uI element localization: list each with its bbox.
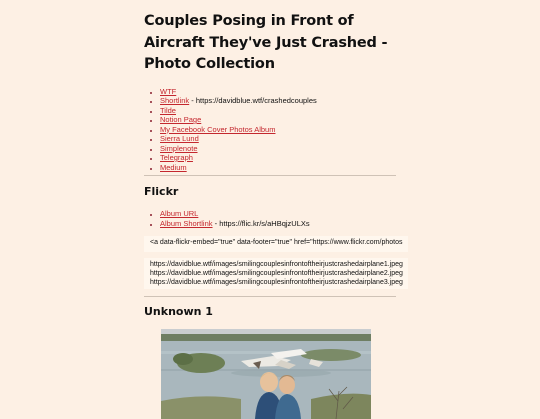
image-url-2: https://davidblue.wtf/images/smilingcouplesinfrontoftheirjustcrashedairplane2.jpeg	[150, 270, 403, 277]
page-title: Couples Posing in Front of Aircraft They've Just Crashed - Photo Collection	[144, 13, 388, 72]
simplenote-link[interactable]: Simplenote	[160, 143, 198, 153]
telegraph-link[interactable]: Telegraph	[160, 153, 193, 162]
divider	[144, 175, 396, 176]
link-item-facebook	[160, 125, 408, 135]
crashed-plane-couple-photo	[161, 329, 371, 419]
shortlink-url: - https://davidblue.wtf/crashedcouples	[189, 96, 317, 105]
link-item-sierra	[160, 134, 408, 144]
link-item-telegraph	[160, 153, 408, 163]
image-url-3: https://davidblue.wtf/images/smilingcouplesinfrontoftheirjustcrashedairplane3.jpeg	[150, 279, 403, 286]
link-item-album-url	[160, 209, 408, 219]
flickr-links-list	[144, 209, 408, 228]
link-item-notion	[160, 115, 408, 125]
album-shortlink-url: - https://flic.kr/s/aHBqjzULXs	[212, 218, 310, 228]
sierra-lund-link[interactable]: Sierra Lund	[160, 134, 199, 143]
tilde-link[interactable]: Tilde	[160, 105, 176, 115]
image-urls-code-block[interactable]	[144, 258, 408, 289]
page-content	[144, 0, 408, 419]
link-item-wtf	[160, 87, 408, 97]
link-item-album-shortlink	[160, 219, 408, 229]
notion-page-link[interactable]: Notion Page	[160, 115, 202, 124]
embed-code-text: <a data-flickr-embed="true" data-footer="true" href="https://www.flickr.com/photos	[150, 239, 403, 246]
unknown-1-heading: Unknown 1	[144, 305, 213, 318]
medium-link[interactable]: Medium	[160, 162, 187, 172]
flickr-heading: Flickr	[144, 185, 179, 198]
link-item-medium	[160, 163, 408, 173]
embed-code-block[interactable]	[144, 236, 408, 252]
shortlink-link[interactable]: Shortlink	[160, 96, 190, 105]
divider	[144, 296, 396, 297]
image-url-1: https://davidblue.wtf/images/smilingcouplesinfrontoftheirjustcrashedairplane1.jpeg	[150, 261, 403, 268]
links-list	[144, 87, 408, 173]
link-item-shortlink	[160, 96, 408, 106]
link-item-simplenote	[160, 144, 408, 154]
link-item-tilde	[160, 106, 408, 116]
facebook-album-link[interactable]: My Facebook Cover Photos Album	[160, 124, 276, 134]
album-shortlink-link[interactable]: Album Shortlink	[160, 218, 213, 228]
album-url-link[interactable]: Album URL	[160, 209, 199, 218]
wtf-link[interactable]: WTF	[160, 86, 177, 96]
